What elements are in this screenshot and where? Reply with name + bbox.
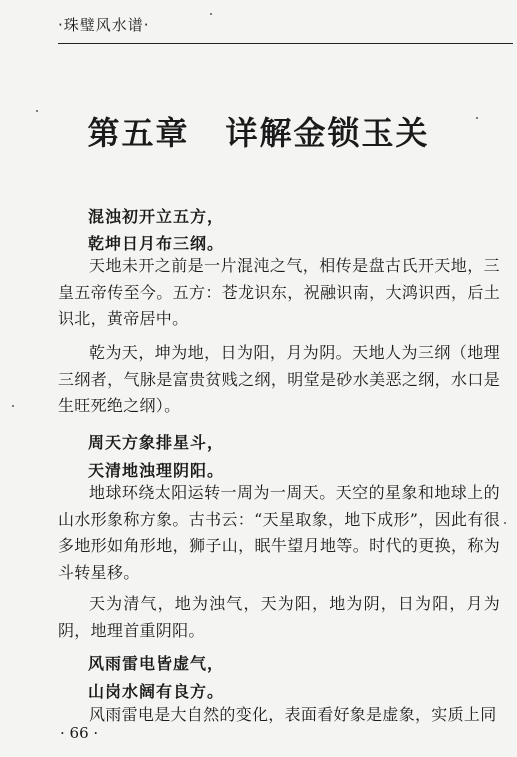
scan-speck [210, 13, 212, 15]
body-paragraph: 天地未开之前是一片混沌之气，相传是盘古氏开天地，三皇五帝传至今。五方：苍龙识东，祝融识南，大鸿识西，后土识北，黄帝居中。 [58, 256, 500, 328]
running-header: ·珠璧风水谱· [58, 16, 150, 34]
chapter-number: 第五章 [87, 114, 190, 152]
chapter-name: 详解金锁玉关 [225, 114, 430, 152]
verse-line: 风雨雷电皆虚气， [88, 654, 225, 673]
header-rule [58, 43, 513, 44]
body-paragraph: 乾为天，坤为地，日为阳，月为阴。天地人为三纲（地理三纲者，气脉是富贵贫贱之纲，明堂是砂水美恶之纲，水口是生旺死绝之纲）。 [58, 343, 500, 415]
page-number: · 66 · [60, 724, 99, 742]
body-paragraph: 天为清气，地为浊气，天为阳，地为阴，日为阳，月为阴，地理首重阴阳。 [58, 594, 500, 640]
verse-line: 周天方象排星斗， [88, 433, 225, 452]
body-paragraph: 风雨雷电是大自然的变化，表面看好象是虚象，实质上同 [89, 705, 497, 724]
verse-line: 山岗水阔有良方。 [88, 682, 225, 701]
verse-line: 混浊初开立五方， [88, 207, 225, 226]
scan-speck [36, 110, 38, 112]
scan-speck [504, 522, 506, 524]
scan-speck [476, 117, 478, 119]
verse-line: 乾坤日月布三纲。 [88, 234, 225, 253]
scan-speck [12, 405, 14, 407]
body-paragraph: 地球环绕太阳运转一周为一周天。天空的星象和地球上的山水形象称方象。古书云：“天星取象，地下成形”，因此有很多地形如角形地，狮子山，眠牛望月地等。时代的更换，称为斗转星移。 [58, 483, 500, 582]
chapter-title [0, 108, 517, 154]
verse-line: 天清地浊理阴阳。 [88, 461, 225, 480]
